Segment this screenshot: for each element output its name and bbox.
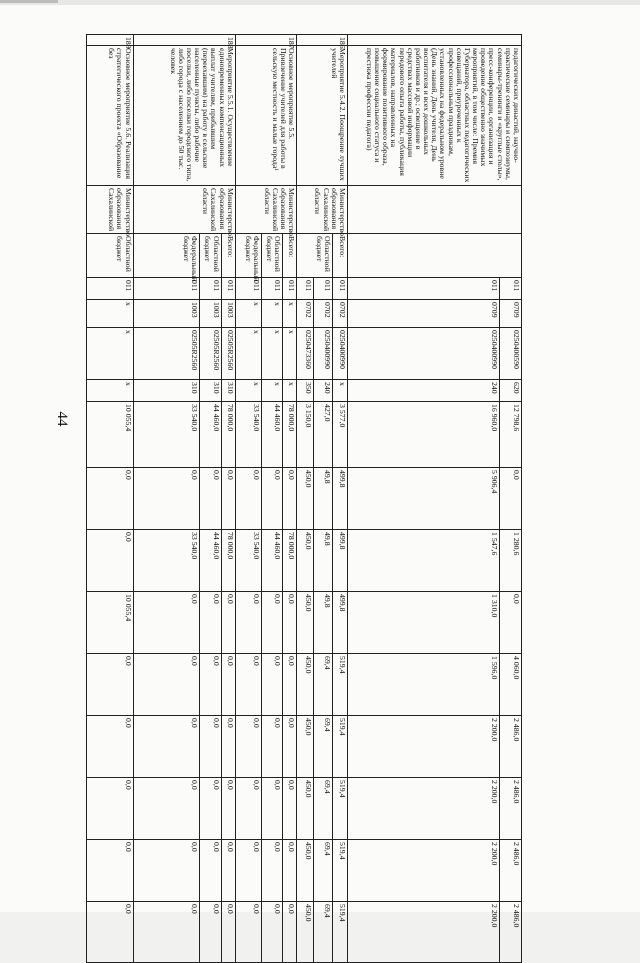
year-cell: 2 200,0 [348,716,500,778]
rzpr-cell: 0709 [499,300,521,328]
year-cell: 499,8 [332,530,347,592]
year-cell: 0,0 [133,902,200,963]
grbs-cell: 011 [313,278,332,300]
total-cell: 44 460,0 [262,402,283,468]
grbs-cell: 011 [221,278,235,300]
source-cell [348,234,522,278]
year-cell: 0,0 [221,902,235,963]
year-cell: 0,0 [262,468,283,530]
year-cell: 0,0 [283,592,297,654]
total-cell: 16 960,0 [348,402,500,468]
vr-cell: x [262,380,283,402]
rzpr-cell: 1003 [200,300,221,328]
csr-cell: 0250400590 [499,328,521,380]
rzpr-cell: x [283,300,297,328]
year-cell: 499,8 [332,468,347,530]
year-cell: 33 540,0 [235,530,261,592]
table-row [221,35,235,963]
year-cell: 0,0 [221,592,235,654]
year-cell: 0,0 [235,468,261,530]
year-cell: 0,0 [87,468,134,530]
source-cell: Областной бюджет [87,234,134,278]
year-cell: 0,0 [283,654,297,716]
year-cell: 0,0 [221,778,235,840]
source-cell: Всего: [332,234,347,278]
year-cell: 0,0 [262,716,283,778]
total-cell: 3 577,0 [332,402,347,468]
year-cell: 450,0 [297,716,313,778]
vr-cell: 620 [499,380,521,402]
year-cell: 0,0 [499,468,521,530]
total-cell: 10 055,4 [87,402,134,468]
year-cell: 2 486,0 [499,840,521,902]
year-cell: 4 060,0 [499,654,521,716]
year-cell: 0,0 [87,902,134,963]
csr-cell: x [262,328,283,380]
year-cell: 78 000,0 [283,530,297,592]
year-cell: 2 486,0 [499,902,521,963]
year-cell: 0,0 [200,778,221,840]
vr-cell: x [87,380,134,402]
activity-name-cell: Мероприятие 5.5.1. Осуществление единовременных компенсационных выплат учителям, прибывшим (переехавшим) на работу в сельские населенные пункты, либо рабочие поселки, либо поселки городского типа, либо города с населением до 50 тыс. человек [133,46,235,186]
source-cell: Областной бюджет [262,234,283,278]
csr-cell: 0250400990 [348,328,500,380]
table-row [332,35,347,963]
year-cell: 0,0 [235,654,261,716]
rzpr-cell: 1003 [221,300,235,328]
grbs-cell: 011 [235,278,261,300]
activity-name-cell: Основное мероприятие 5.6. Реализация стратегического проекта «Образование без [87,46,134,186]
vr-cell: 310 [200,380,221,402]
grbs-cell: 011 [283,278,297,300]
year-cell: 0,0 [283,902,297,963]
grbs-cell: 011 [297,278,313,300]
year-cell: 0,0 [235,778,261,840]
total-cell: 3 150,0 [297,402,313,468]
year-cell: 499,8 [332,592,347,654]
row-number-cell: 189 [87,35,134,46]
rzpr-cell: 0702 [297,300,313,328]
year-cell: 2 200,0 [348,840,500,902]
year-cell: 1 310,0 [348,592,500,654]
year-cell: 519,4 [332,902,347,963]
vr-cell: 240 [348,380,500,402]
source-cell: Федеральный бюджет [133,234,200,278]
grbs-cell: 011 [262,278,283,300]
year-cell: 0,0 [262,778,283,840]
rzpr-cell: x [262,300,283,328]
year-cell: 0,0 [283,468,297,530]
budget-table [86,34,522,963]
year-cell: 450,0 [297,840,313,902]
year-cell: 0,0 [283,840,297,902]
scan-edge [0,0,640,5]
year-cell: 0,0 [200,902,221,963]
year-cell: 0,0 [499,592,521,654]
csr-cell: x [283,328,297,380]
year-cell: 1 596,0 [348,654,500,716]
table-row [499,35,521,963]
year-cell: 0,0 [221,654,235,716]
year-cell: 519,4 [332,778,347,840]
row-number-cell: 186 [297,35,348,46]
year-cell: 0,0 [200,654,221,716]
row-number-cell [348,35,522,46]
year-cell: 0,0 [283,716,297,778]
activity-name-cell: Основное мероприятие 5.5. Привлечение учителей для работы в сельскую местность и малые города¹ [235,46,297,186]
executor-cell: Министерство образования Сахалинской [87,186,134,234]
year-cell: 450,0 [297,592,313,654]
row-number-cell: 187 [235,35,297,46]
year-cell: 450,0 [297,778,313,840]
total-cell: 44 460,0 [200,402,221,468]
table-area [86,34,522,928]
total-cell: 12 798,6 [499,402,521,468]
rzpr-cell: x [235,300,261,328]
source-cell: Федеральный бюджет [235,234,261,278]
year-cell: 0,0 [87,654,134,716]
year-cell: 49,8 [313,530,332,592]
year-cell: 0,0 [87,840,134,902]
vr-cell: x [235,380,261,402]
year-cell: 44 460,0 [262,530,283,592]
vr-cell: 350 [297,380,313,402]
total-cell: 33 540,0 [133,402,200,468]
grbs-cell: 011 [133,278,200,300]
year-cell: 33 540,0 [133,530,200,592]
source-cell: Областной бюджет [297,234,332,278]
vr-cell: x [332,380,347,402]
year-cell: 1 280,6 [499,530,521,592]
year-cell: 519,4 [332,654,347,716]
table-row [283,35,297,963]
source-cell: Областной бюджет [200,234,221,278]
year-cell: 0,0 [133,654,200,716]
year-cell: 69,4 [313,716,332,778]
year-cell: 0,0 [200,468,221,530]
vr-cell: 310 [221,380,235,402]
activity-name-cell: педагогических династий, научно-практические семинары и симпозиумы, семинары-тренинги и «круглые столы», пресс-конференции, организация и проведение общественно значимых мероприятий, в том числе: Премия Губернатора, областных педагогических совещаний, приуроченных к профессиональным праздникам, установленных на федеральном уровне (День знаний, День учителя, День воспитателя и всех дошкольных работников и др.; освещение в средствах массовой информации передового опыта работы, публикация материалов, направленных на формирование позитивного образа, повышение социального статуса и престижа профессии педагога) [348,46,522,186]
year-cell: 0,0 [235,592,261,654]
year-cell: 69,4 [313,840,332,902]
year-cell: 519,4 [332,716,347,778]
grbs-cell: 011 [200,278,221,300]
year-cell: 450,0 [297,530,313,592]
year-cell: 0,0 [221,840,235,902]
year-cell: 0,0 [87,530,134,592]
year-cell: 450,0 [297,654,313,716]
year-cell: 0,0 [235,902,261,963]
year-cell: 1 547,6 [348,530,500,592]
year-cell: 0,0 [133,840,200,902]
row-number-cell: 188 [133,35,235,46]
year-cell: 69,4 [313,654,332,716]
year-cell: 0,0 [87,716,134,778]
year-cell: 0,0 [133,716,200,778]
csr-cell: 02505R2560 [221,328,235,380]
year-cell: 0,0 [133,592,200,654]
year-cell: 5 906,4 [348,468,500,530]
rzpr-cell: 0709 [348,300,500,328]
rzpr-cell: 1003 [133,300,200,328]
year-cell: 69,4 [313,778,332,840]
csr-cell: x [235,328,261,380]
vr-cell: 310 [133,380,200,402]
grbs-cell: 011 [348,278,500,300]
year-cell: 10 055,4 [87,592,134,654]
year-cell: 0,0 [262,902,283,963]
scan-mark [0,0,58,3]
grbs-cell: 011 [87,278,134,300]
total-cell: 78 000,0 [221,402,235,468]
year-cell: 0,0 [262,592,283,654]
executor-cell [348,186,522,234]
year-cell: 0,0 [87,778,134,840]
year-cell: 78 000,0 [221,530,235,592]
year-cell: 0,0 [200,840,221,902]
year-cell: 2 200,0 [348,778,500,840]
year-cell: 0,0 [133,778,200,840]
csr-cell: x [87,328,134,380]
year-cell: 44 460,0 [200,530,221,592]
source-cell: Всего: [221,234,235,278]
year-cell: 0,0 [200,716,221,778]
page-number: 44 [54,411,70,427]
rzpr-cell: 0702 [332,300,347,328]
csr-cell: 02505R2560 [200,328,221,380]
year-cell: 0,0 [221,716,235,778]
year-cell: 0,0 [200,592,221,654]
vr-cell: 240 [313,380,332,402]
year-cell: 450,0 [297,468,313,530]
total-cell: 33 540,0 [235,402,261,468]
rzpr-cell: x [87,300,134,328]
year-cell: 49,8 [313,468,332,530]
year-cell: 49,8 [313,592,332,654]
year-cell: 0,0 [283,778,297,840]
total-cell: 78 000,0 [283,402,297,468]
year-cell: 0,0 [133,468,200,530]
grbs-cell: 011 [499,278,521,300]
year-cell: 0,0 [235,840,261,902]
activity-name-cell: Мероприятие 5.4.2. Поощрение лучших учителей [297,46,348,186]
source-cell: Всего: [283,234,297,278]
executor-cell: Министерство образования Сахалинской области [133,186,235,234]
total-cell: 427,0 [313,402,332,468]
csr-cell: 0250473360 [297,328,313,380]
year-cell: 0,0 [262,654,283,716]
year-cell: 0,0 [221,468,235,530]
executor-cell: Министерство образования Сахалинской области [235,186,297,234]
year-cell: 450,0 [297,902,313,963]
year-cell: 0,0 [235,716,261,778]
csr-cell: 0250400990 [332,328,347,380]
year-cell: 69,4 [313,902,332,963]
grbs-cell: 011 [332,278,347,300]
year-cell: 0,0 [262,840,283,902]
table-row [87,35,134,963]
year-cell: 2 486,0 [499,716,521,778]
rzpr-cell: 0702 [313,300,332,328]
executor-cell: Министерство образования Сахалинской области [297,186,348,234]
year-cell: 2 200,0 [348,902,500,963]
year-cell: 2 486,0 [499,778,521,840]
year-cell: 519,4 [332,840,347,902]
vr-cell: x [283,380,297,402]
rotated-table-wrapper [86,34,522,928]
csr-cell: 02505R2560 [133,328,200,380]
csr-cell: 0250400990 [313,328,332,380]
